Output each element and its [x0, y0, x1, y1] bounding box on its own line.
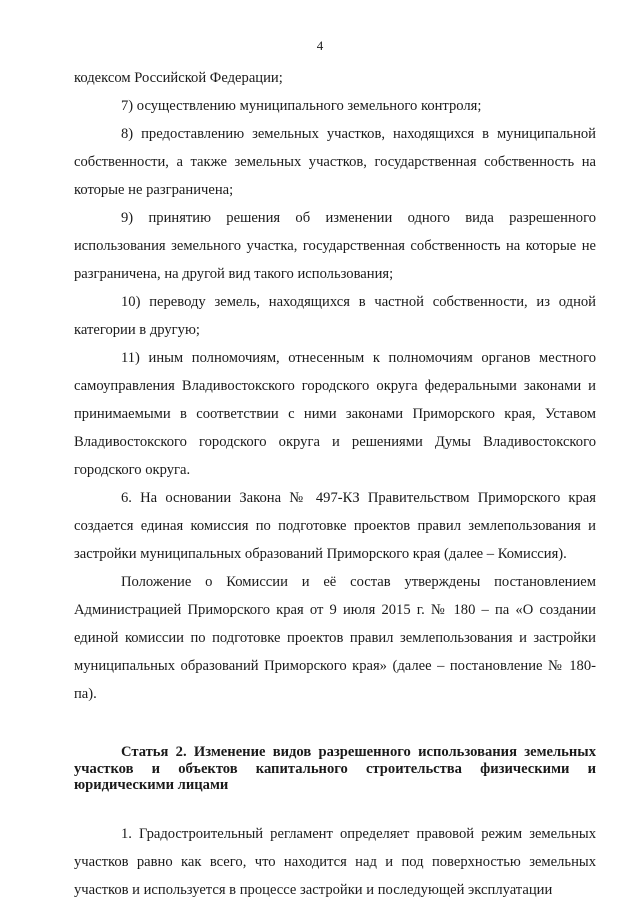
list-item-9: 9) принятию решения об изменении одного вида разрешенного использования земельного участка, государственная собственность на которые не разграничена, на другой вид такого использования;	[74, 210, 596, 282]
list-item-8: 8) предоставлению земельных участков, находящихся в муниципальной собственности, а также земельных участков, государственная собственность на которые не разграничена;	[74, 126, 596, 198]
paragraph-continuation: кодексом Российской Федерации;	[74, 70, 283, 86]
paragraph-commission-regulation: Положение о Комиссии и её состав утверждены постановлением Администрацией Приморского края от 9 июля 2015 г. № 180 – па «О создании единой комиссии по подготовке проектов правил землепользования и застройки муниципальных образований Приморского края» (далее – постановление № 180-па).	[74, 574, 596, 702]
list-item-7: 7) осуществлению муниципального земельного контроля;	[121, 98, 482, 114]
document-body	[74, 64, 596, 904]
article-paragraph-1: 1. Градостроительный регламент определяет правовой режим земельных участков равно как всего, что находится над и под поверхностью земельных участков и используется в процессе застройки и последующей эксплуатации	[74, 825, 596, 898]
paragraph-6: 6. На основании Закона № 497-КЗ Правительством Приморского края создается единая комиссия по подготовке проектов правил землепользования и застройки муниципальных образований Приморского края (далее – Комиссия).	[74, 490, 596, 562]
list-item-10: 10) переводу земель, находящихся в частной собственности, из одной категории в другую;	[74, 294, 596, 338]
page-number: 4	[316, 38, 324, 53]
article-heading: Статья 2. Изменение видов разрешенного использования земельных участков и объектов капитального строительства физическими и юридическими лицами	[74, 744, 596, 793]
list-item-11: 11) иным полномочиям, отнесенным к полномочиям органов местного самоуправления Владивостокского городского округа федеральными законами и принимаемыми в соответствии с ними законами Приморского края, Уставом Владивостокского городского округа и решениями Думы Владивостокского городского округа.	[74, 350, 596, 478]
